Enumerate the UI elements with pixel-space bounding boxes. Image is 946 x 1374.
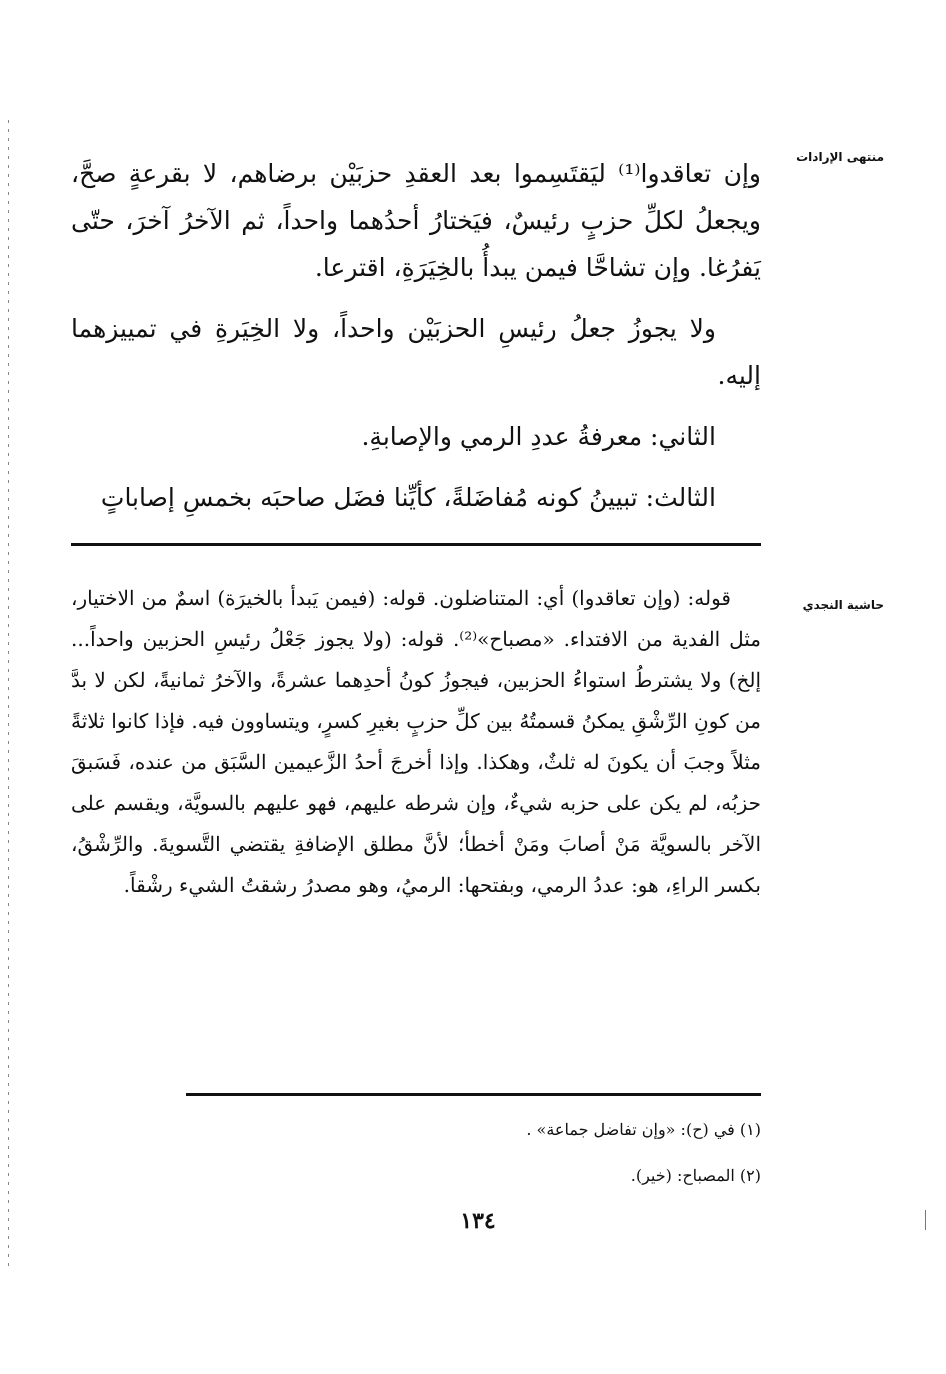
main-paragraph: وإن تعاقدوا⁽¹⁾ ليَقتَسِموا بعد العقدِ حزبَيْن برضاهم، لا بقرعةٍ صحَّ، ويجعلُ لكلِّ حزبٍ رئيسٌ، فيَختارُ أحدُهما واحداً، ثم الآخرُ آخرَ، حتّى يَفرُغا. وإن تشاحَّا فيمن يبدأُ بالخِيَرَةِ، اقترعا.	[71, 159, 761, 282]
page-number: ١٣٤	[460, 1208, 496, 1234]
scan-edge-mark	[8, 120, 9, 1270]
footnote-item: (٢) المصباح: (خير).	[630, 1166, 761, 1185]
footnote-divider	[186, 1093, 761, 1096]
footnotes	[71, 1107, 761, 1199]
main-paragraph: الثاني: معرفةُ عددِ الرمي والإصابةِ.	[361, 422, 716, 451]
main-paragraph: ولا يجوزُ جعلُ رئيسِ الحزبَيْن واحداً، ولا الخِيَرةِ في تمييزهما إليه.	[71, 314, 761, 390]
side-label-main-text: منتهى الإرادات	[796, 150, 884, 164]
commentary-text	[71, 578, 761, 906]
side-label-commentary: حاشية النجدي	[802, 598, 884, 612]
main-paragraph: الثالث: تبيينُ كونه مُفاضَلةً، كأيِّنا فضَل صاحبَه بخمسِ إصاباتٍ	[100, 483, 716, 512]
main-text	[71, 150, 761, 535]
commentary-paragraph: قوله: (وإن تعاقدوا) أي: المتناضلون. قوله: (فيمن يَبدأ بالخيرَة) اسمٌ من الاختيار، مثل الفدية من الافتداء. «مصباح»⁽²⁾. قوله: (ولا يجوز جَعْلُ رئيسِ الحزبين واحداً... إلخ) ولا يشترطُ استواءُ الحزبين، فيجوزُ كونُ أحدِهما عشرةً، والآخرُ ثمانيةً، لكن لا بدَّ من كونِ الرِّشْقِ يمكنُ قسمتُهُ بين كلِّ حزبٍ بغيرِ كسرٍ، ويتساوون فيه. فإذا كانوا ثلاثةً مثلاً وجبَ أن يكونَ له ثلثٌ، وهكذا. وإذا أخرجَ أحدُ الزَّعيمين السَّبَق من عنده، فَسَبقَ حزبُه، لم يكن على حزبه شيءٌ، وإن شرطه عليهم، فهو عليهم بالسويَّة، ويقسم على الآخر بالسويَّة مَنْ أصابَ ومَنْ أخطأ؛ لأنَّ مطلق الإضافةِ يقتضي التَّسويةَ. والرِّشْقُ، بكسر الراءِ، هو: عددُ الرمي، وبفتحها: الرميُ، وهو مصدرُ رشقتُ الشيء رشْقاً.	[71, 586, 761, 897]
footnote-item: (١) في (ح): «وإن تفاضل جماعة» .	[526, 1120, 761, 1139]
section-divider	[71, 543, 761, 546]
scan-edge-mark-right	[925, 1210, 926, 1230]
